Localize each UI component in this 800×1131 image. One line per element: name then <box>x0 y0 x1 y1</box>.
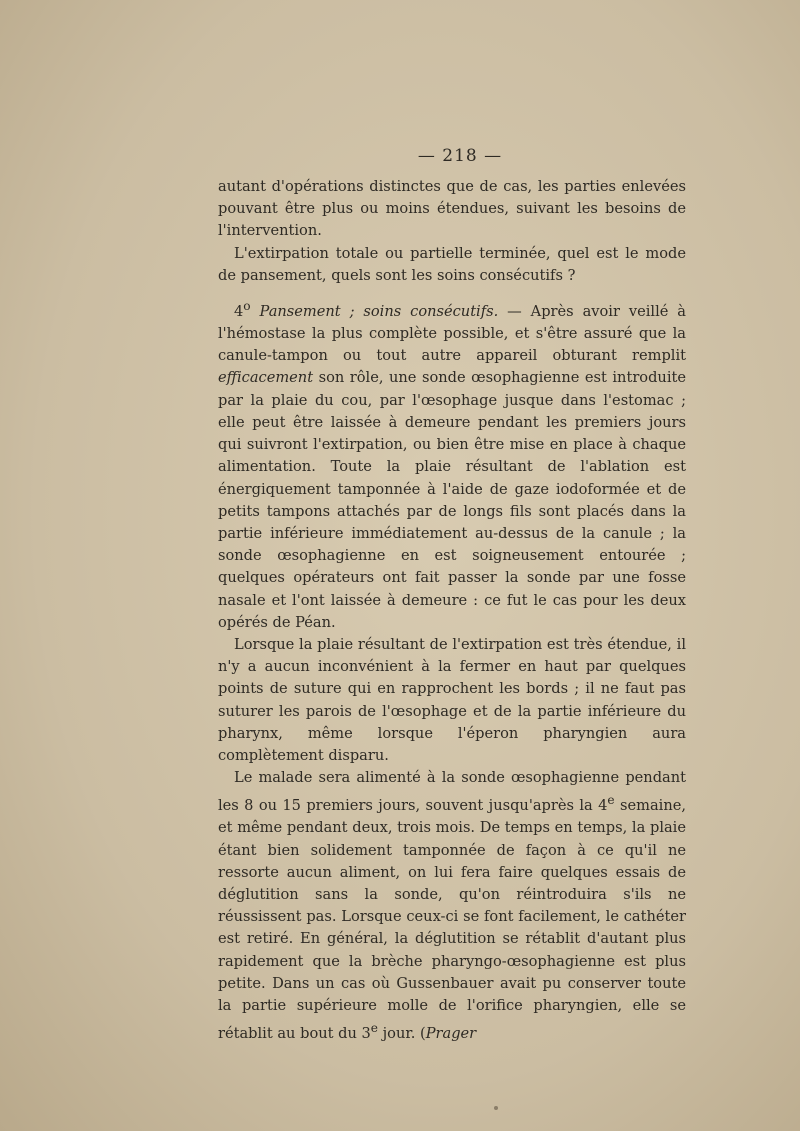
paragraph-4: Lorsque la plaie résultant de l'extirpation est très étendue, il n'y a aucun inconvénient à la fermer en haut par quelques points de suture qui en rapprochent les bords ; il ne faut pas suturer les parois de l'œsophage et de la partie inférieure du pharynx, même lorsque l'éperon pharyngien aura complètement disparu. <box>218 635 686 764</box>
ordinal-sup-1: e <box>607 793 615 808</box>
ordinal-sup-2: e <box>370 1021 378 1036</box>
emphasis-word: efficacement <box>218 369 314 387</box>
paragraph-3-text-a: — Après avoir veillé à l'hémostase la plus complète possible, et s'être assuré que la canule-tampon ou tout autre appareil obturant remplit <box>218 302 686 365</box>
section-heading: Pansement ; soins consécutifs. <box>250 302 499 320</box>
paragraph-1: autant d'opérations distinctes que de cas, les parties enlevées pouvant être plus ou moins étendues, suivant les besoins de l'intervention. <box>218 178 686 240</box>
paragraph-5-text-a: Le malade sera alimenté à la sonde œsophagienne pendant les 8 ou 15 premiers jours, souvent jusqu'après la 4 <box>218 769 686 815</box>
paragraph-5-text-c: jour. ( <box>378 1025 426 1043</box>
paragraph-5 <box>218 767 686 1045</box>
paper-speck <box>494 1106 498 1110</box>
paragraph-5-text-b: semaine, et même pendant deux, trois mois. De temps en temps, la plaie étant bien solidement tamponnée de façon à ce qu'il ne ressorte aucun aliment, on lui fera faire quelques essais de déglutition sans la sonde, qu'on réintroduira s'ils ne réussissent pas. Lorsque ceux-ci se font facilement, le cathéter est retiré. En général, la déglutition se rétablit d'autant plus rapidement que la brèche pharyngo-œsophagienne est plus petite. Dans un cas où Gussenbauer avait pu conserver toute la partie supérieure molle de l'orifice pharyngien, elle se rétablit au bout du 3 <box>218 797 686 1043</box>
citation-author: Prager <box>425 1025 477 1043</box>
paragraph-3-text-b: son rôle, une sonde œsophagienne est introduite par la plaie du cou, par l'œsophage jusque dans l'estomac ; elle peut être laissée à demeure pendant les premiers jours qui suivront l'extirpation, ou bien être mise en place à chaque alimentation. Toute la plaie résultant de l'ablation est énergiquement tamponnée à l'aide de gaze iodoformée et de petits tampons attachés par de longs fils sont placés dans la partie inférieure immédiatement au-dessus de la canule ; la sonde œsophagienne en est soigneusement entourée ; quelques opérateurs ont fait passer la sonde par une fosse nasale et l'ont laissée à demeure : ce fut le cas pour les deux opérés de Péan. <box>218 369 686 631</box>
body-text <box>218 176 686 1045</box>
section-number: 4 <box>234 302 244 320</box>
paragraph-3 <box>218 295 686 634</box>
paragraph-2: L'extirpation totale ou partielle terminée, quel est le mode de pansement, quels sont les soins consécutifs ? <box>218 244 686 284</box>
page-number: — 218 — <box>417 146 503 166</box>
section-number-sup: o <box>243 299 251 314</box>
